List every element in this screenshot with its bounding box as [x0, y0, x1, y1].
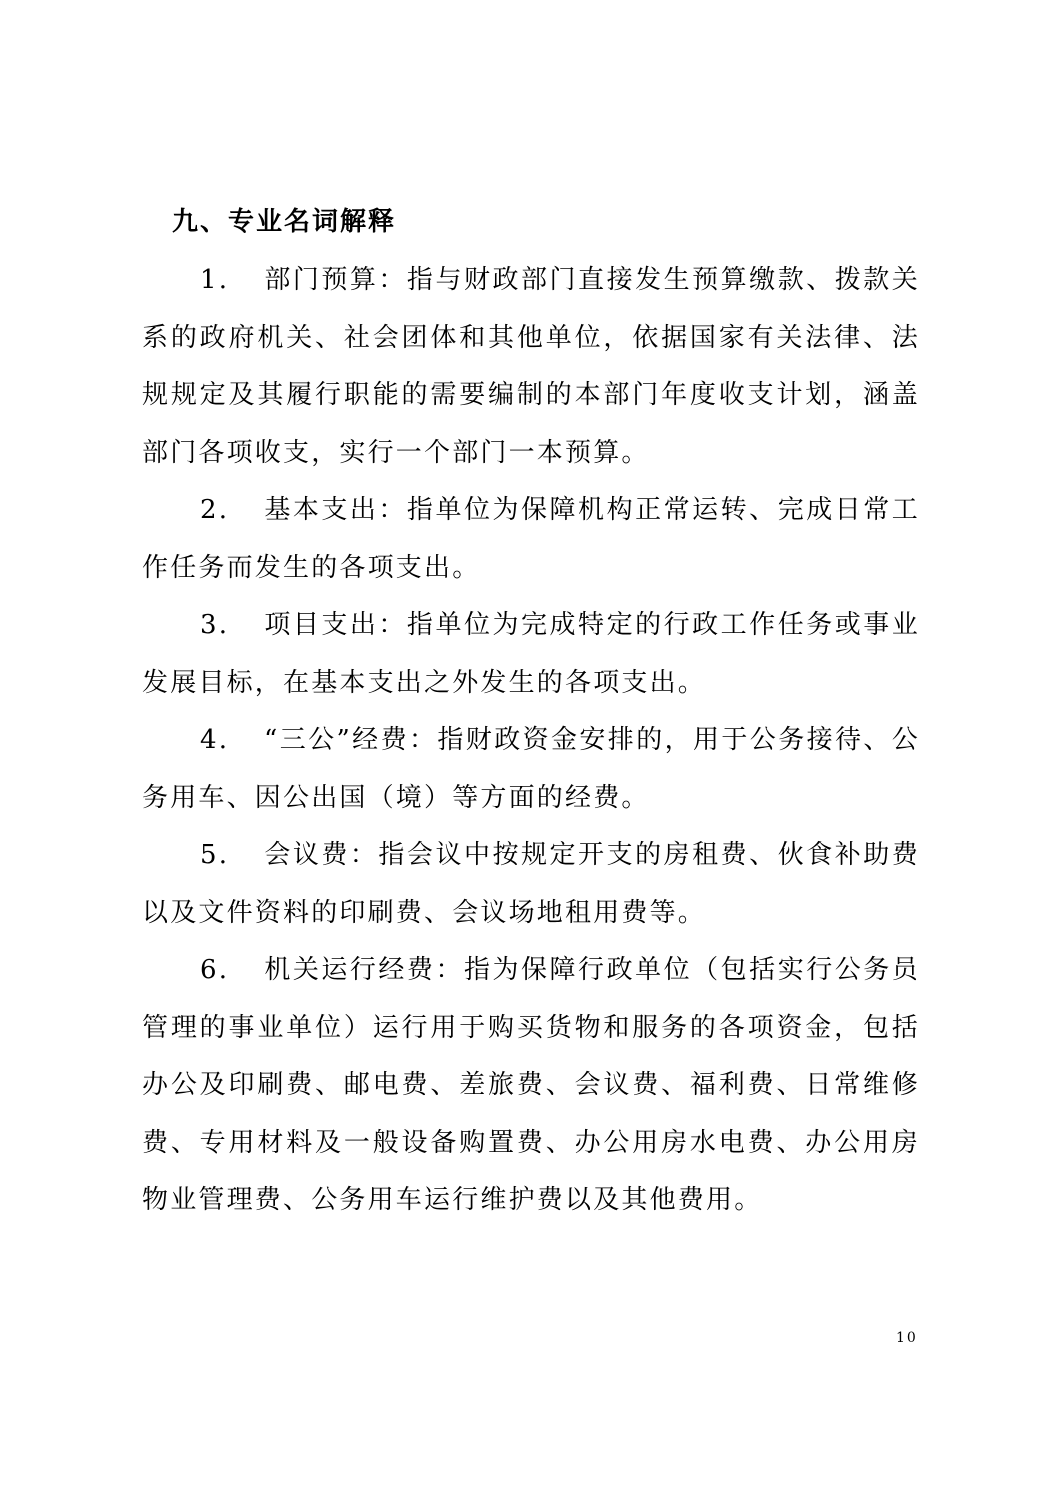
definitions-list — [142, 252, 920, 1230]
definition-item — [142, 482, 920, 597]
definition-item — [142, 827, 920, 942]
item-text: 会议费：指会议中按规定开支的房租费、伙食补助费以及文件资料的印刷费、会议场地租用费等。 — [142, 840, 920, 928]
item-text: 项目支出：指单位为完成特定的行政工作任务或事业发展目标，在基本支出之外发生的各项支出。 — [142, 610, 920, 698]
item-text: 机关运行经费：指为保障行政单位（包括实行公务员管理的事业单位）运行用于购买货物和服务的各项资金，包括办公及印刷费、邮电费、差旅费、会议费、福利费、日常维修费、专用材料及一般设备购置费、办公用房水电费、办公用房物业管理费、公务用车运行维护费以及其他费用。 — [142, 955, 920, 1215]
definition-item — [142, 712, 920, 827]
item-number: 4. — [200, 725, 230, 755]
page-number: 10 — [896, 1330, 918, 1346]
item-number: 5. — [200, 840, 230, 870]
item-text: “三公”经费：指财政资金安排的，用于公务接待、公务用车、因公出国（境）等方面的经费。 — [142, 725, 920, 813]
section-title: 九、专业名词解释 — [172, 207, 397, 237]
item-number: 3. — [200, 610, 230, 640]
item-text: 基本支出：指单位为保障机构正常运转、完成日常工作任务而发生的各项支出。 — [142, 495, 920, 583]
item-number: 6. — [200, 955, 230, 985]
item-number: 2. — [200, 495, 230, 525]
item-number: 1. — [200, 265, 230, 295]
definition-item — [142, 597, 920, 712]
definition-item — [142, 942, 920, 1230]
definition-item — [142, 252, 920, 482]
item-text: 部门预算：指与财政部门直接发生预算缴款、拨款关系的政府机关、社会团体和其他单位，依据国家有关法律、法规规定及其履行职能的需要编制的本部门年度收支计划，涵盖部门各项收支，实行一个部门一本预算。 — [142, 265, 920, 468]
